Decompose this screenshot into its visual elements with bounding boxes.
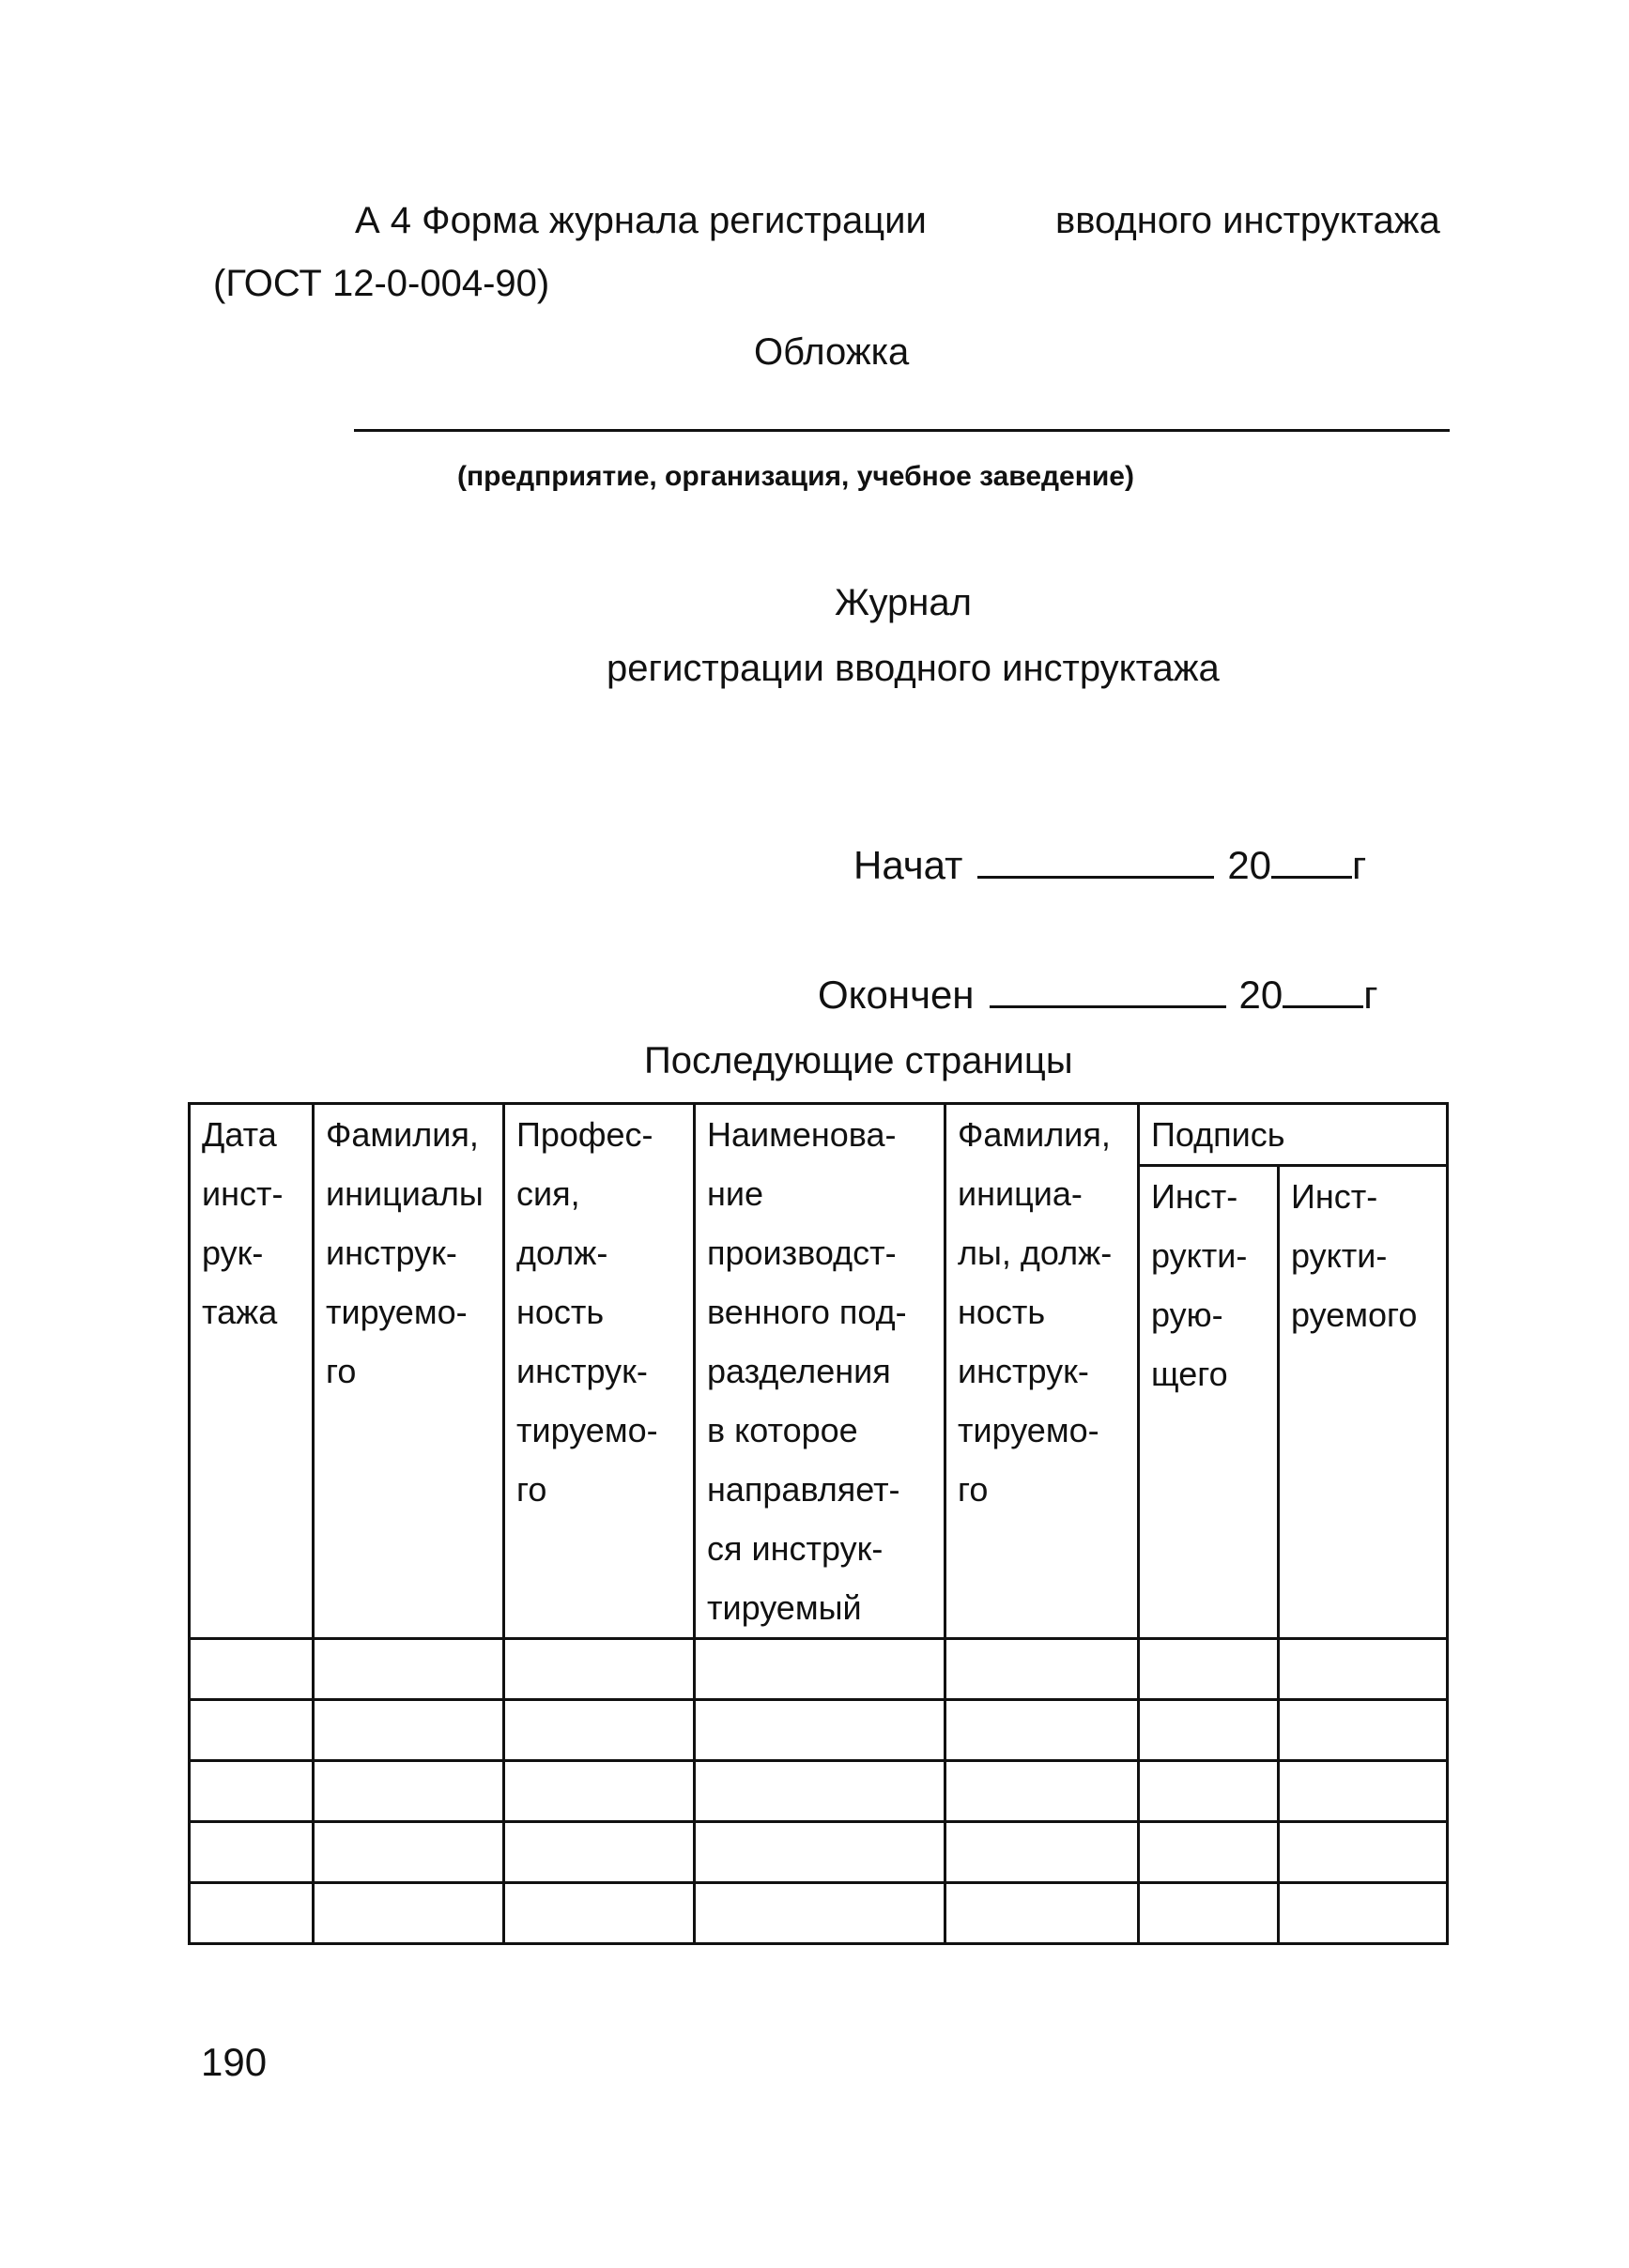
table-row <box>190 1761 1448 1822</box>
table-cell <box>695 1761 945 1822</box>
started-label: Начат <box>853 843 963 887</box>
header-text-line: венного под- <box>707 1293 907 1331</box>
started-date-line <box>853 842 1366 888</box>
table-cell <box>1279 1822 1448 1883</box>
organization-caption: (предприятие, организация, учебное заведение) <box>457 461 1134 492</box>
table-cell <box>695 1700 945 1761</box>
table-cell <box>190 1883 314 1944</box>
table-cell <box>1139 1639 1279 1700</box>
started-year-prefix: 20 <box>1227 843 1272 887</box>
table-cell <box>314 1700 504 1761</box>
table-cell <box>314 1883 504 1944</box>
header-text-line: производст- <box>707 1234 897 1272</box>
table-cell <box>1279 1883 1448 1944</box>
header-text-line: го <box>326 1352 357 1390</box>
table-cell <box>504 1761 695 1822</box>
cover-label: Обложка <box>754 331 910 373</box>
ended-year-prefix: 20 <box>1238 973 1283 1017</box>
table-row <box>190 1700 1448 1761</box>
column-header-signature-instructor <box>1139 1166 1279 1639</box>
header-text-line: сия, <box>516 1174 580 1213</box>
header-text-line: Инст- <box>1151 1177 1238 1216</box>
header-text-line: инст- <box>202 1174 284 1213</box>
form-title-continuation: вводного инструктажа <box>1055 200 1440 241</box>
table-cell <box>190 1700 314 1761</box>
table-cell <box>945 1883 1139 1944</box>
table-cell <box>190 1822 314 1883</box>
header-text-line: Профес- <box>516 1115 653 1154</box>
table-cell <box>190 1761 314 1822</box>
table-header-row <box>190 1104 1448 1166</box>
header-text-line: руемого <box>1291 1295 1418 1334</box>
ended-date-blank <box>990 972 1226 1008</box>
subsequent-pages-label: Последующие страницы <box>644 1040 1073 1081</box>
header-text-line: Дата <box>202 1115 277 1154</box>
ended-year-blank <box>1283 972 1363 1008</box>
column-header-profession <box>504 1104 695 1639</box>
table-row <box>190 1639 1448 1700</box>
header-text-line: инструк- <box>516 1352 648 1390</box>
header-text-line: инициалы <box>326 1174 484 1213</box>
header-text-line: инструк- <box>958 1352 1089 1390</box>
table-cell <box>945 1822 1139 1883</box>
header-text-line: ся инструк- <box>707 1529 884 1568</box>
header-text-line: рук- <box>202 1234 264 1272</box>
table-row <box>190 1883 1448 1944</box>
header-text-line: тируемо- <box>958 1411 1099 1449</box>
column-header-signature: Подпись <box>1139 1104 1448 1166</box>
table-cell <box>945 1639 1139 1700</box>
table-cell <box>695 1822 945 1883</box>
ended-year-suffix: г <box>1363 973 1378 1017</box>
header-text-line: инструк- <box>326 1234 457 1272</box>
header-text-line: Фамилия, <box>326 1115 479 1154</box>
table-cell <box>314 1639 504 1700</box>
table-cell <box>1279 1700 1448 1761</box>
organization-blank-line <box>354 429 1450 432</box>
header-text-line: ность <box>958 1293 1046 1331</box>
header-text-line: разделения <box>707 1352 891 1390</box>
header-text-line: рукти- <box>1151 1236 1248 1275</box>
header-text-line: щего <box>1151 1355 1228 1393</box>
header-text-line: в которое <box>707 1411 858 1449</box>
table-cell <box>504 1639 695 1700</box>
table-cell <box>314 1822 504 1883</box>
header-text-line: ность <box>516 1293 605 1331</box>
column-header-instructed-name <box>314 1104 504 1639</box>
header-text-line: инициа- <box>958 1174 1083 1213</box>
table-cell <box>190 1639 314 1700</box>
header-text-line: тажа <box>202 1293 278 1331</box>
header-text-line: рукти- <box>1291 1236 1388 1275</box>
ended-label: Окончен <box>818 973 975 1017</box>
header-text-line: го <box>958 1470 989 1509</box>
table-cell <box>1279 1639 1448 1700</box>
page-number: 190 <box>201 2040 268 2084</box>
header-text-line: го <box>516 1470 547 1509</box>
header-text-line: тируемый <box>707 1588 862 1627</box>
header-text-line: тируемо- <box>326 1293 468 1331</box>
started-year-blank <box>1271 842 1352 879</box>
table-cell <box>1139 1700 1279 1761</box>
header-text-line: долж- <box>516 1234 608 1272</box>
journal-title: Журнал <box>835 582 972 623</box>
table-cell <box>1139 1883 1279 1944</box>
started-date-blank <box>977 842 1214 879</box>
table-cell <box>695 1883 945 1944</box>
ended-date-line <box>818 972 1378 1018</box>
table-cell <box>504 1822 695 1883</box>
standard-reference: (ГОСТ 12-0-004-90) <box>213 263 550 304</box>
journal-subtitle: регистрации вводного инструктажа <box>607 648 1220 689</box>
column-header-instructor-name <box>945 1104 1139 1639</box>
header-text-line: лы, долж- <box>958 1234 1113 1272</box>
header-text-line: Фамилия, <box>958 1115 1111 1154</box>
header-text-line: направляет- <box>707 1470 900 1509</box>
table-cell <box>314 1761 504 1822</box>
table-cell <box>504 1700 695 1761</box>
column-header-signature-instructed <box>1279 1166 1448 1639</box>
started-year-suffix: г <box>1352 843 1367 887</box>
table-cell <box>504 1883 695 1944</box>
column-header-department <box>695 1104 945 1639</box>
table-cell <box>945 1761 1139 1822</box>
column-header-date <box>190 1104 314 1639</box>
header-text-line: Инст- <box>1291 1177 1378 1216</box>
table-row <box>190 1822 1448 1883</box>
table-cell <box>1279 1761 1448 1822</box>
registration-table <box>188 1102 1449 1945</box>
header-text-line: рую- <box>1151 1295 1223 1334</box>
table-cell <box>695 1639 945 1700</box>
header-text-line: Наименова- <box>707 1115 897 1154</box>
header-text-line: ние <box>707 1174 764 1213</box>
header-text-line: тируемо- <box>516 1411 658 1449</box>
table-cell <box>1139 1822 1279 1883</box>
table-cell <box>1139 1761 1279 1822</box>
form-title: А 4 Форма журнала регистрации <box>355 200 927 241</box>
table-cell <box>945 1700 1139 1761</box>
